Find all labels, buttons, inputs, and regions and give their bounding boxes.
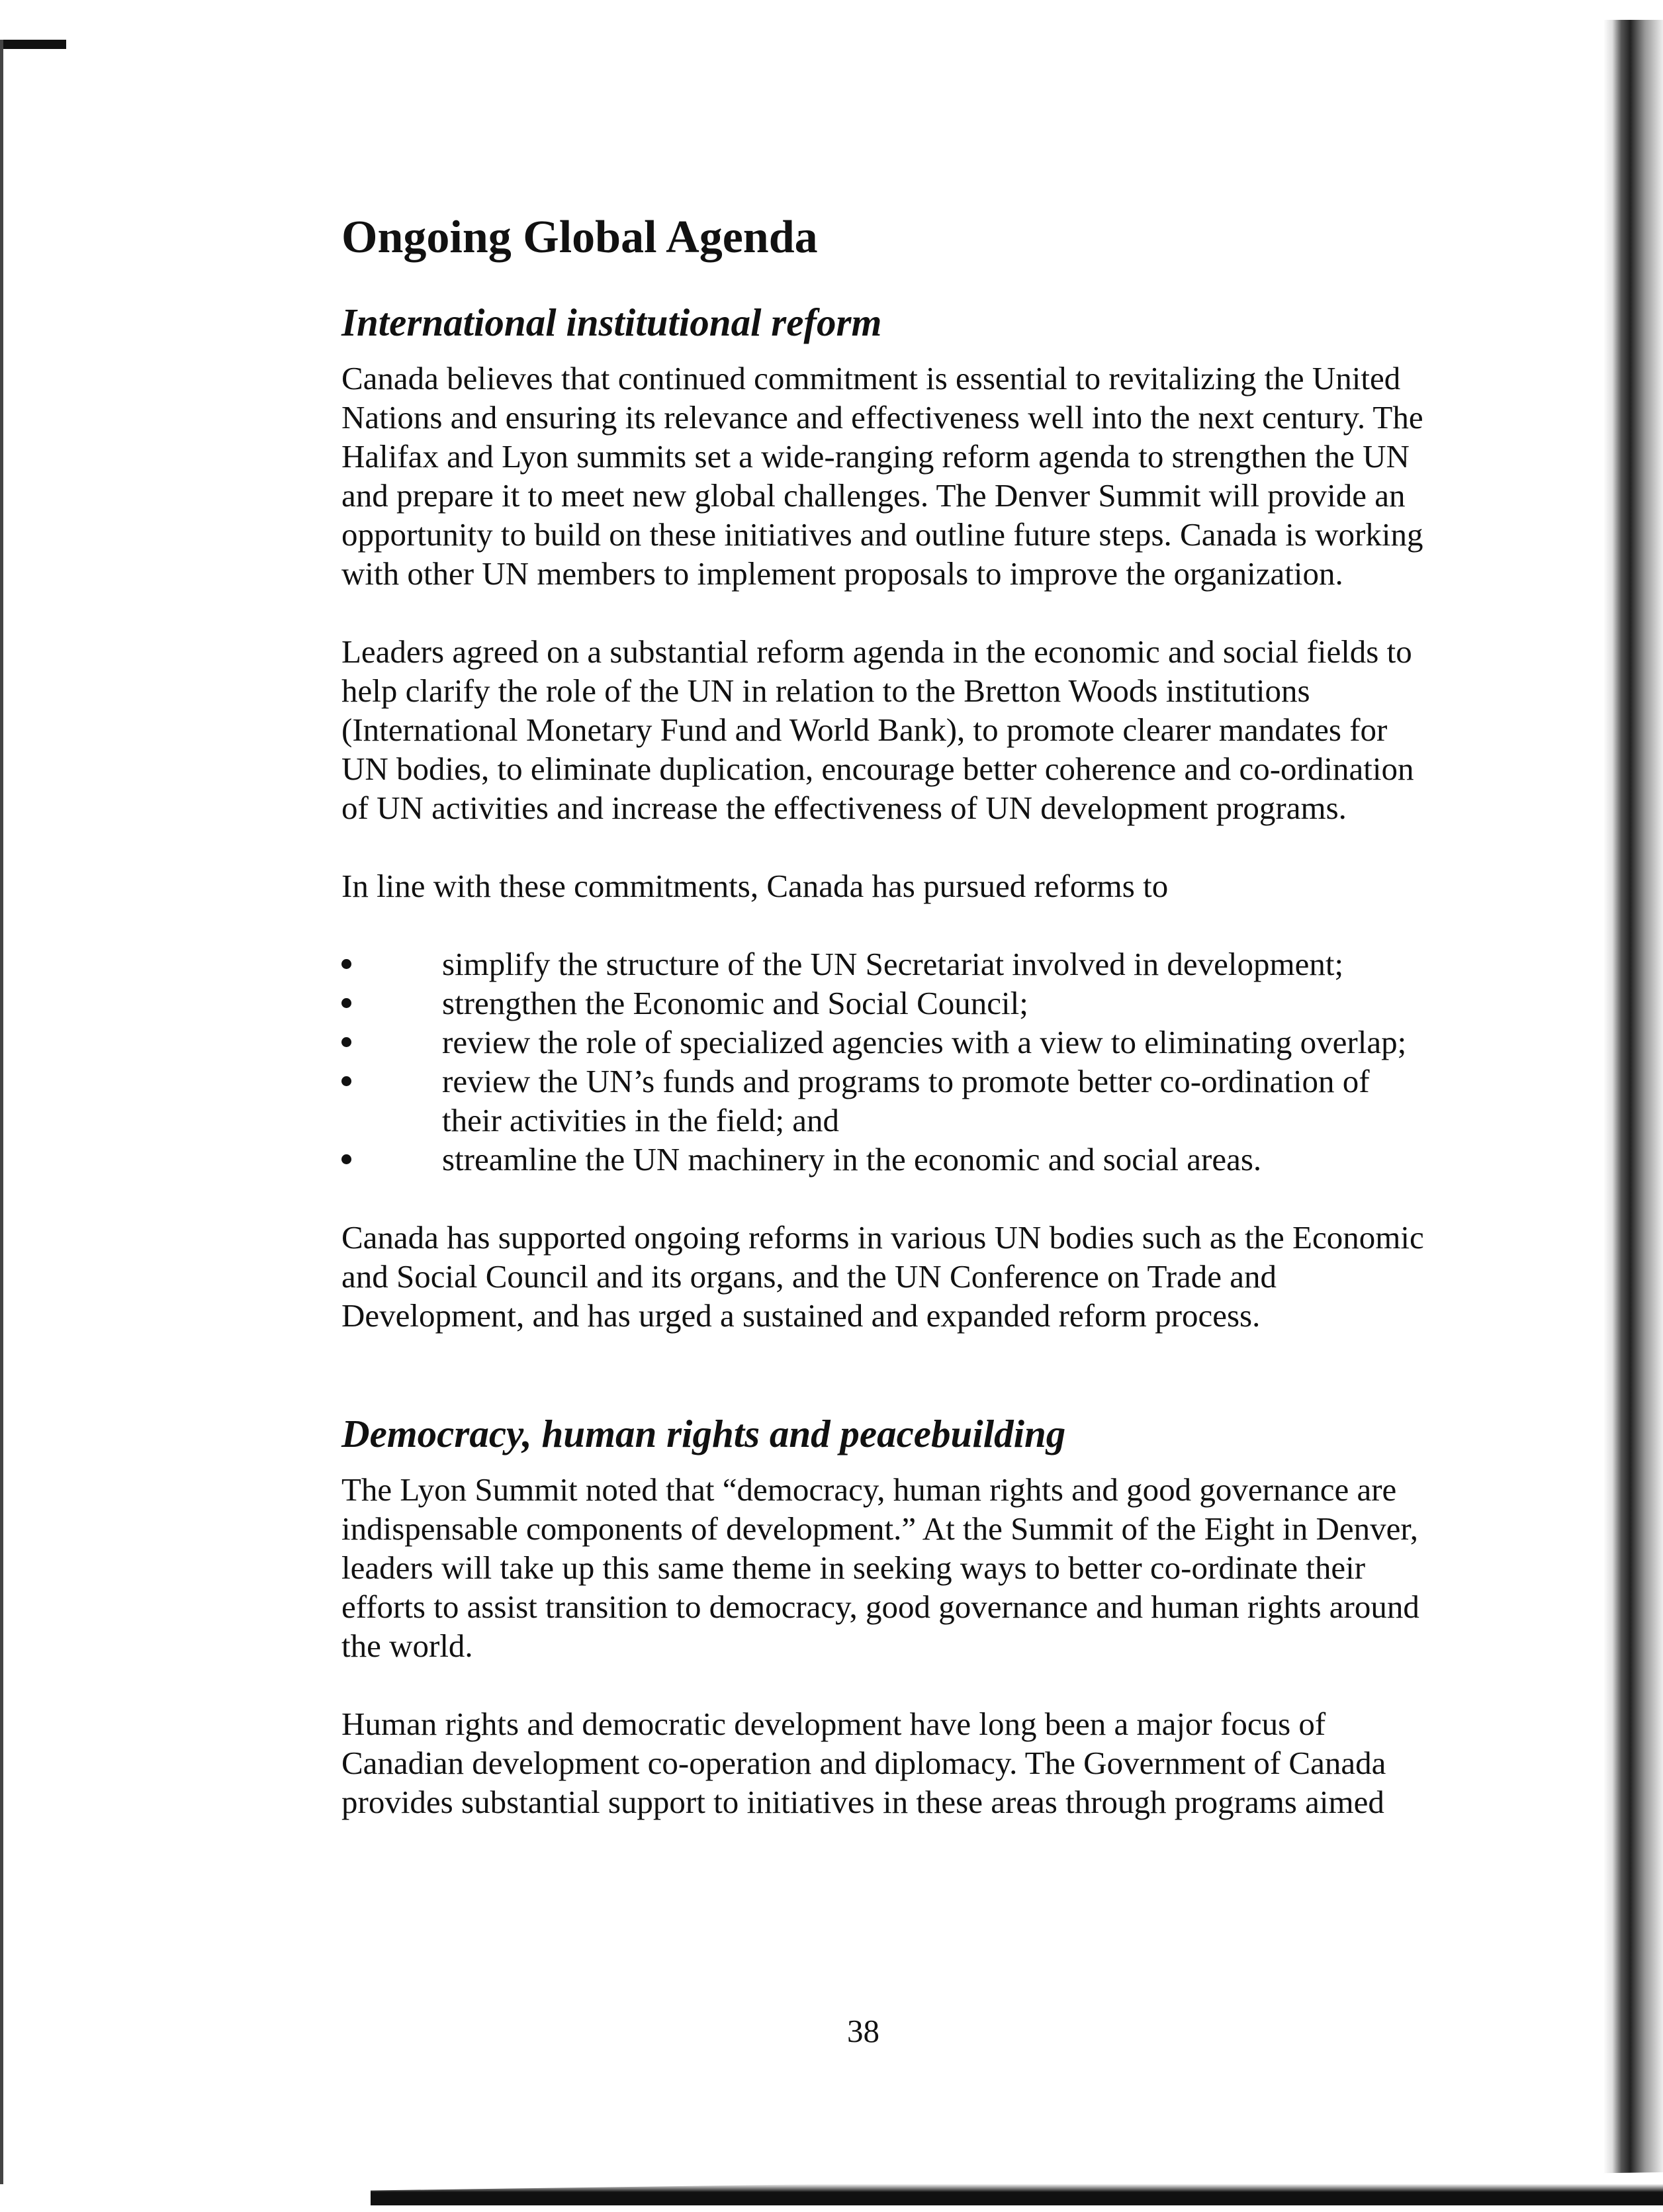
bullet-item [341,1023,1427,1062]
scan-edge-mark-left [0,40,66,49]
bullet-text: review the UN’s funds and programs to promote better co-ordination of their activities in the field; and [442,1062,1370,1138]
section-spacer [341,1374,1427,1412]
paragraph: Canada has supported ongoing reforms in various UN bodies such as the Economic and Social Council and its organs, and the UN Conference on Trade and Development, and has urged a sustained and expanded reform process. [341,1219,1424,1334]
bullet-item [341,1140,1427,1179]
bullet-text: simplify the structure of the UN Secretariat involved in development; [442,945,1344,982]
page-title: Ongoing Global Agenda [341,212,818,263]
page-number: 38 [847,2013,879,2049]
scan-binding-edge-right [1603,20,1663,2178]
bullet-item [341,984,1427,1023]
bullet-dot-icon [341,959,351,969]
paragraph: In line with these commitments, Canada has pursued reforms to [341,867,1169,904]
section-heading: International institutional reform [341,300,882,344]
bullet-text: strengthen the Economic and Social Council; [442,984,1028,1021]
bullet-dot-icon [341,998,351,1008]
paragraph: Human rights and democratic development have long been a major focus of Canadian development co-operation and diplomacy. The Government of Canada provides substantial support to initiatives in these areas through programs aimed [341,1705,1386,1820]
paragraph: The Lyon Summit noted that “democracy, human rights and good governance are indispensable components of development.” At the Summit of the Eight in Denver, leaders will take up this same theme in seeking ways to better co-ordinate their efforts to assist transition to democracy, good governance and human rights around the world. [341,1471,1419,1664]
reform-bullet-list [341,945,1427,1179]
section-democracy-human-rights [341,1412,1427,1821]
bullet-dot-icon [341,1076,351,1086]
bullet-item [341,945,1427,984]
bullet-item [341,1062,1427,1140]
bullet-dot-icon [341,1037,351,1047]
paragraph: Leaders agreed on a substantial reform agenda in the economic and social fields to help clarify the role of the UN in relation to the Bretton Woods institutions (International Monetary Fund and World Bank), to promote clearer mandates for UN bodies, to eliminate duplication, encourage better coherence and co-ordination of UN activities and increase the effectiveness of UN development programs. [341,633,1414,826]
bullet-dot-icon [341,1154,351,1164]
paragraph: Canada believes that continued commitment is essential to revitalizing the United Nations and ensuring its relevance and effectiveness well into the next century. The Halifax and Lyon summits set a wide-ranging reform agenda to strengthen the UN and prepare it to meet new global challenges. The Denver Summit will provide an opportunity to build on these initiatives and outline future steps. Canada is working with other UN members to implement proposals to improve the organization. [341,359,1423,592]
section-institutional-reform [341,301,1427,1335]
bullet-text: streamline the UN machinery in the economic and social areas. [442,1140,1262,1177]
bullet-text: review the role of specialized agencies with a view to eliminating overlap; [442,1023,1407,1060]
scan-edge-bottom [371,2172,1663,2205]
section-heading: Democracy, human rights and peacebuilding [341,1411,1066,1455]
document-body [341,212,1427,1861]
scan-edge-line-left [0,40,3,2184]
